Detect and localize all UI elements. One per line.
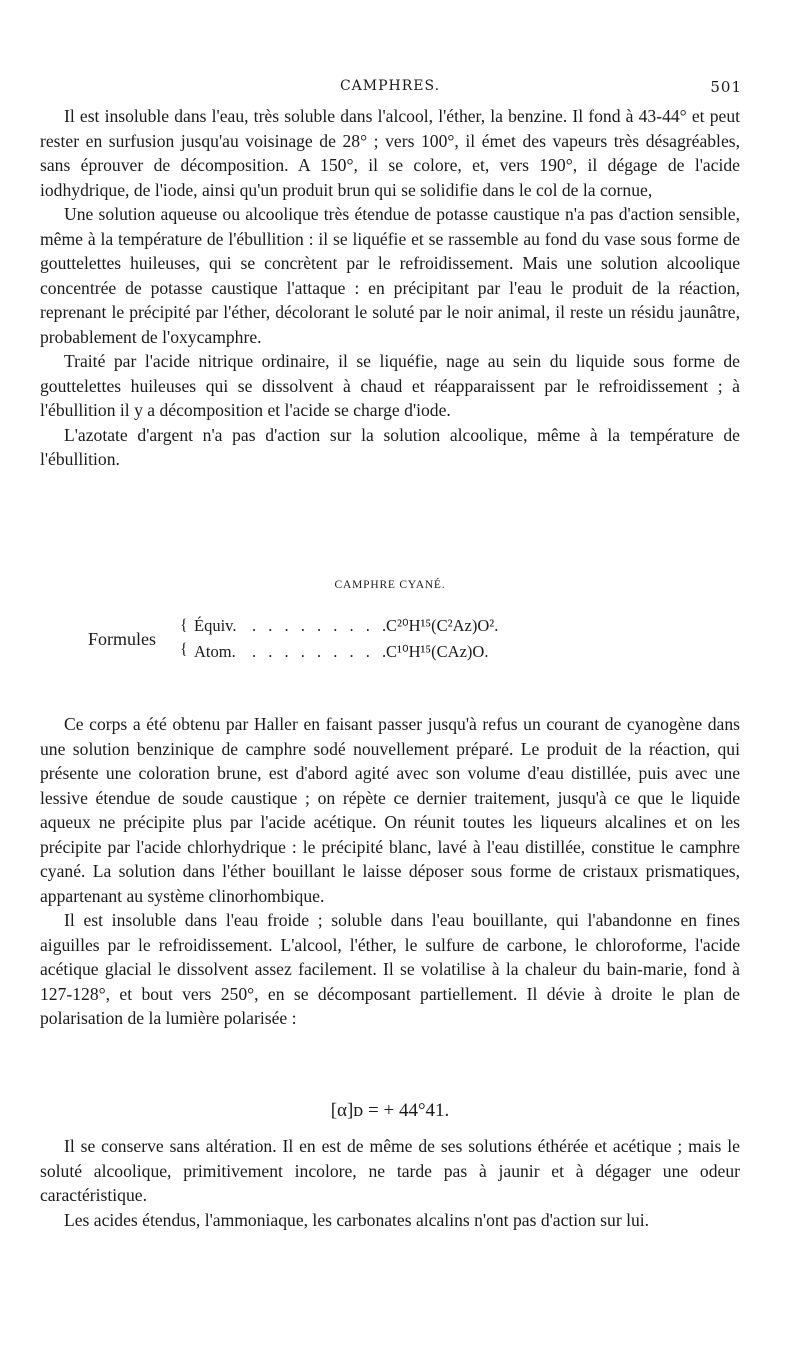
leader-dots: . . . . . . . . .: [252, 642, 391, 661]
paragraph: Il est insoluble dans l'eau, très soluble dans l'alcool, l'éther, la benzine. Il fond à 43-44° et peut rester en surfusion jusqu'au voisinage de 28° ; vers 100°, il émet des vapeurs très désagréables, sans éprouver de décomposition. A 150°, il se colore, et, vers 190°, il dégage de l'acide iodhydrique, de l'iode, ainsi qu'un produit brun qui se solidifie dans le col de la cornue,: [40, 106, 740, 200]
brace-symbol: [180, 614, 188, 662]
paragraph: Il se conserve sans altération. Il en est de même de ses solutions éthérée et acétique ; mais le soluté alcoolique, primitivement incolore, ne tarde pas à jaunir et à dégager une odeur caractéristique.: [40, 1136, 740, 1205]
formula-value: C¹⁰H¹⁵(CAz)O.: [386, 642, 489, 661]
brace-lower: {: [180, 641, 188, 658]
page-number: 501: [710, 78, 742, 96]
formula-row-equiv: [194, 614, 614, 638]
paragraph: L'azotate d'argent n'a pas d'action sur la solution alcoolique, même à la température de l'ébullition.: [40, 424, 740, 469]
text-block-2: [40, 712, 740, 1031]
text-block-3: [40, 1134, 740, 1232]
brace-upper: {: [180, 617, 188, 634]
formula-row-atom: [194, 640, 614, 664]
paragraph: Ce corps a été obtenu par Haller en faisant passer jusqu'à refus un courant de cyanogène dans une solution benzinique de camphre sodé nouvellement préparé. Le produit de la réaction, qui présente une coloration brune, est d'abord agité avec son volume d'eau distillée, puis avec une lessive étendue de soude caustique ; on répète ce dernier traitement, jusqu'à ce que le liquide aqueux ne précipite plus par l'acide acétique. On réunit toutes les liqueurs alcalines et on les précipite par l'acide chlorhydrique : le précipité blanc, lavé à l'eau distillée, constitue le camphre cyané. La solution dans l'éther bouillant le laisse déposer sous forme de cristaux prismatiques, appartenant au système clinorhombique.: [40, 714, 740, 906]
formula-name: Équiv.: [194, 616, 237, 635]
rotation-equation: [α]ᴅ = + 44°41.: [330, 1100, 450, 1121]
paragraph: Une solution aqueuse ou alcoolique très étendue de potasse caustique n'a pas d'action sensible, même à la température de l'ébullition : il se liquéfie et se rassemble au fond du vase sous forme de gouttelettes huileuses, qui se concrètent par le refroidissement. Mais une solution alcoolique concentrée de potasse caustique l'attaque : en précipitant par l'eau le produit de la réaction, reprenant le précipité par l'éther, décolorant le soluté par le noir animal, il reste un résidu jaunâtre, probablement de l'oxycamphre.: [40, 204, 740, 347]
formula-label: Formules: [88, 629, 157, 649]
leader-dots: . . . . . . . . .: [252, 616, 391, 635]
paragraph: Il est insoluble dans l'eau froide ; soluble dans l'eau bouillante, qui l'abandonne en fines aiguilles par le refroidissement. L'alcool, l'éther, le sulfure de carbone, le chloroforme, l'acide acétique glacial le dissolvent assez facilement. Il se volatilise à la chaleur du bain-marie, fond à 127-128°, et bout vers 250°, en se décomposant partiellement. Il dévie à droite le plan de polarisation de la lumière polarisée :: [40, 910, 740, 1028]
section-heading: CAMPHRE CYANÉ.: [334, 579, 446, 591]
paragraph: Les acides étendus, l'ammoniaque, les carbonates alcalins n'ont pas d'action sur lui.: [64, 1209, 650, 1230]
formula-name: Atom.: [194, 642, 236, 661]
paragraph: Traité par l'acide nitrique ordinaire, il se liquéfie, nage au sein du liquide sous forme de gouttelettes huileuses qui se dissolvent à chaud et réapparaissent par le refroidissement ; à l'ébullition il y a décomposition et l'acide se charge d'iode.: [40, 351, 740, 420]
formula-value: C²⁰H¹⁵(C²Az)O².: [386, 616, 499, 635]
text-block-1: [40, 104, 740, 472]
header-title: CAMPHRES.: [339, 78, 441, 94]
formula-block: [88, 614, 608, 668]
running-header: [40, 78, 740, 98]
